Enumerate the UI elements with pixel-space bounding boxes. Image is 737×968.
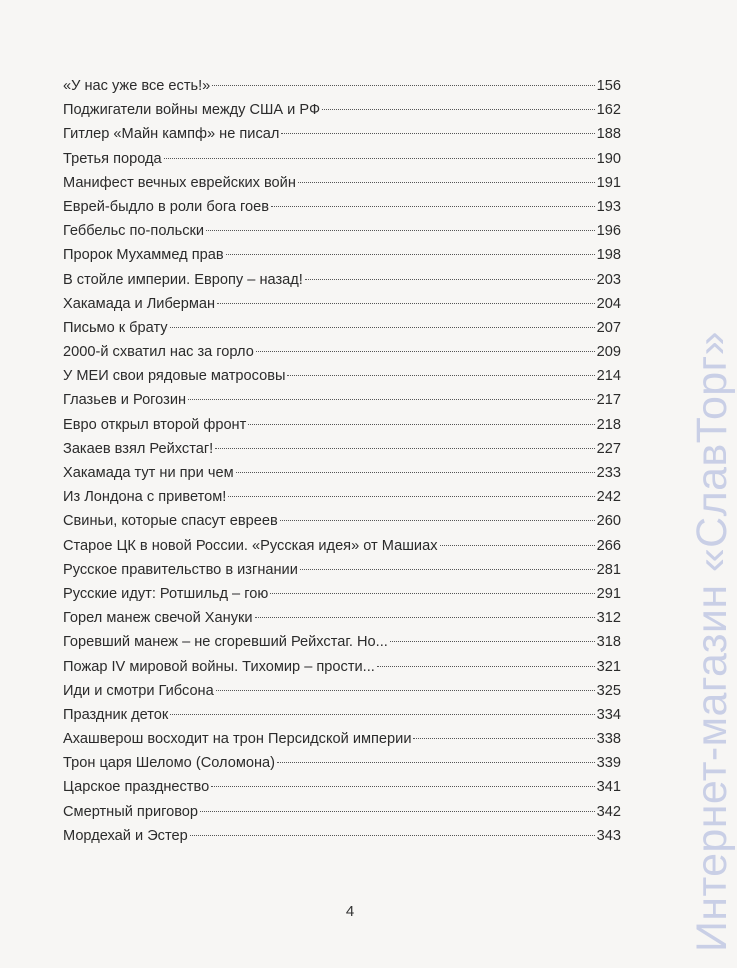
toc-entry bbox=[63, 509, 621, 533]
toc-entry-page: 156 bbox=[596, 78, 621, 94]
toc-entry-page: 191 bbox=[596, 174, 621, 191]
toc-entry-title: 2000-й схватил нас за горло bbox=[63, 344, 254, 361]
toc-entry bbox=[63, 219, 621, 243]
toc-entry bbox=[63, 340, 621, 364]
toc-entry-page: 233 bbox=[596, 465, 621, 481]
toc-dot-leader bbox=[170, 714, 594, 715]
toc-entry-page: 193 bbox=[596, 198, 621, 215]
toc-entry bbox=[63, 558, 621, 582]
toc-dot-leader bbox=[215, 448, 594, 449]
toc-dot-leader bbox=[248, 424, 594, 425]
toc-entry bbox=[63, 316, 621, 340]
toc-entry-page: 266 bbox=[596, 537, 621, 554]
toc-entry-title: Еврей-быдло в роли бога гоев bbox=[63, 198, 270, 215]
toc-entry-page: 291 bbox=[596, 585, 621, 602]
toc-dot-leader bbox=[228, 496, 594, 497]
toc-entry bbox=[63, 775, 621, 799]
toc-entry-page: 334 bbox=[596, 706, 621, 723]
table-of-contents bbox=[63, 74, 621, 848]
toc-entry-page: 214 bbox=[596, 368, 621, 385]
toc-entry-title: Поджигатели войны между США и РФ bbox=[63, 102, 321, 119]
toc-entry-title: Манифест вечных еврейских войн bbox=[63, 174, 296, 191]
toc-entry bbox=[63, 74, 621, 98]
toc-entry-page: 343 bbox=[596, 827, 621, 844]
toc-entry bbox=[63, 534, 621, 558]
toc-entry-title: В стойле империи. Европу – назад! bbox=[63, 271, 303, 288]
toc-entry-title: «У нас уже все есть!» bbox=[63, 78, 211, 94]
toc-entry-page: 318 bbox=[596, 634, 621, 651]
toc-dot-leader bbox=[188, 399, 595, 400]
toc-entry bbox=[63, 195, 621, 219]
toc-dot-leader bbox=[200, 811, 595, 812]
toc-entry-title: Русские идут: Ротшильд – гою bbox=[63, 585, 269, 602]
toc-entry-title: Старое ЦК в новой России. «Русская идея» от Машиах bbox=[63, 537, 438, 554]
toc-entry bbox=[63, 147, 621, 171]
toc-dot-leader bbox=[377, 666, 595, 667]
toc-entry bbox=[63, 800, 621, 824]
toc-entry-page: 204 bbox=[596, 295, 621, 312]
toc-entry-title: Глазьев и Рогозин bbox=[63, 392, 187, 409]
toc-entry-page: 217 bbox=[596, 392, 621, 409]
toc-entry-page: 342 bbox=[596, 803, 621, 820]
toc-dot-leader bbox=[298, 182, 595, 183]
toc-entry bbox=[63, 655, 621, 679]
toc-dot-leader bbox=[390, 641, 595, 642]
toc-entry-title: Пророк Мухаммед прав bbox=[63, 247, 224, 264]
toc-entry-title: Хакамада тут ни при чем bbox=[63, 465, 234, 481]
toc-entry-page: 338 bbox=[596, 731, 621, 748]
toc-dot-leader bbox=[217, 303, 595, 304]
toc-entry-page: 188 bbox=[596, 126, 621, 143]
toc-dot-leader bbox=[322, 109, 595, 110]
toc-entry-title: Русское правительство в изгнании bbox=[63, 561, 298, 578]
toc-entry bbox=[63, 630, 621, 654]
toc-dot-leader bbox=[236, 472, 595, 473]
toc-entry-title: Мордехай и Эстер bbox=[63, 827, 188, 844]
toc-entry-page: 260 bbox=[596, 513, 621, 530]
toc-entry-title: Из Лондона с приветом! bbox=[63, 489, 227, 506]
toc-entry-title: Иди и смотри Гибсона bbox=[63, 682, 214, 699]
toc-entry-title: Геббельс по-польски bbox=[63, 223, 205, 240]
toc-entry bbox=[63, 171, 621, 195]
toc-entry-title: Свиньи, которые спасут евреев bbox=[63, 513, 278, 530]
toc-entry-page: 196 bbox=[596, 223, 621, 240]
toc-dot-leader bbox=[256, 351, 595, 352]
toc-entry-page: 203 bbox=[596, 271, 621, 288]
toc-entry bbox=[63, 727, 621, 751]
toc-dot-leader bbox=[206, 230, 595, 231]
toc-entry bbox=[63, 485, 621, 509]
toc-entry-page: 339 bbox=[596, 755, 621, 772]
toc-entry-title: Закаев взял Рейхстаг! bbox=[63, 440, 214, 457]
toc-dot-leader bbox=[271, 206, 595, 207]
toc-entry-page: 209 bbox=[596, 344, 621, 361]
toc-dot-leader bbox=[287, 375, 594, 376]
toc-entry bbox=[63, 582, 621, 606]
toc-dot-leader bbox=[440, 545, 595, 546]
toc-entry bbox=[63, 461, 621, 485]
toc-entry-page: 218 bbox=[596, 416, 621, 433]
toc-dot-leader bbox=[305, 279, 595, 280]
toc-entry bbox=[63, 243, 621, 267]
toc-entry-page: 341 bbox=[596, 779, 621, 796]
toc-entry bbox=[63, 413, 621, 437]
toc-entry-page: 321 bbox=[596, 658, 621, 675]
toc-entry-title: Пожар IV мировой войны. Тихомир – прости... bbox=[63, 658, 375, 675]
toc-dot-leader bbox=[277, 762, 595, 763]
toc-entry-title: Хакамада и Либерман bbox=[63, 295, 216, 312]
toc-entry bbox=[63, 703, 621, 727]
toc-entry bbox=[63, 122, 621, 146]
store-watermark: Интернет-магазин «СлавТорг» bbox=[688, 331, 736, 952]
toc-entry bbox=[63, 388, 621, 412]
toc-entry-page: 325 bbox=[596, 682, 621, 699]
toc-entry-page: 198 bbox=[596, 247, 621, 264]
toc-entry bbox=[63, 292, 621, 316]
toc-dot-leader bbox=[255, 617, 595, 618]
toc-dot-leader bbox=[270, 593, 594, 594]
toc-entry-page: 242 bbox=[596, 489, 621, 506]
toc-entry-title: Царское празднество bbox=[63, 779, 210, 796]
toc-dot-leader bbox=[211, 786, 594, 787]
toc-entry bbox=[63, 606, 621, 630]
toc-dot-leader bbox=[413, 738, 594, 739]
toc-dot-leader bbox=[212, 85, 594, 86]
toc-dot-leader bbox=[281, 133, 594, 134]
toc-entry-title: Горевший манеж – не сгоревший Рейхстаг. Но... bbox=[63, 634, 388, 651]
toc-entry bbox=[63, 751, 621, 775]
toc-entry bbox=[63, 268, 621, 292]
page-number: 4 bbox=[345, 903, 355, 920]
toc-entry bbox=[63, 679, 621, 703]
toc-entry-title: Смертный приговор bbox=[63, 803, 199, 820]
toc-dot-leader bbox=[216, 690, 595, 691]
toc-entry-title: Ахашверош восходит на трон Персидской империи bbox=[63, 731, 412, 748]
toc-dot-leader bbox=[300, 569, 595, 570]
toc-entry bbox=[63, 364, 621, 388]
toc-entry-page: 190 bbox=[596, 150, 621, 167]
toc-entry-title: Горел манеж свечой Хануки bbox=[63, 610, 253, 627]
toc-entry bbox=[63, 437, 621, 461]
toc-entry-title: Праздник деток bbox=[63, 706, 169, 723]
toc-entry-page: 227 bbox=[596, 440, 621, 457]
toc-entry-title: У МЕИ свои рядовые матросовы bbox=[63, 368, 286, 385]
toc-dot-leader bbox=[164, 158, 595, 159]
toc-entry-title: Гитлер «Майн кампф» не писал bbox=[63, 126, 280, 143]
toc-entry-title: Письмо к брату bbox=[63, 319, 168, 336]
toc-entry bbox=[63, 824, 621, 848]
toc-dot-leader bbox=[280, 520, 595, 521]
toc-entry-page: 281 bbox=[596, 561, 621, 578]
toc-dot-leader bbox=[226, 254, 595, 255]
toc-dot-leader bbox=[190, 835, 595, 836]
toc-entry-page: 162 bbox=[596, 102, 621, 119]
toc-entry-title: Евро открыл второй фронт bbox=[63, 416, 247, 433]
toc-entry-page: 207 bbox=[596, 319, 621, 336]
toc-entry bbox=[63, 98, 621, 122]
toc-entry-title: Трон царя Шеломо (Соломона) bbox=[63, 755, 276, 772]
toc-dot-leader bbox=[170, 327, 595, 328]
toc-entry-title: Третья порода bbox=[63, 150, 162, 167]
toc-entry-page: 312 bbox=[596, 610, 621, 627]
